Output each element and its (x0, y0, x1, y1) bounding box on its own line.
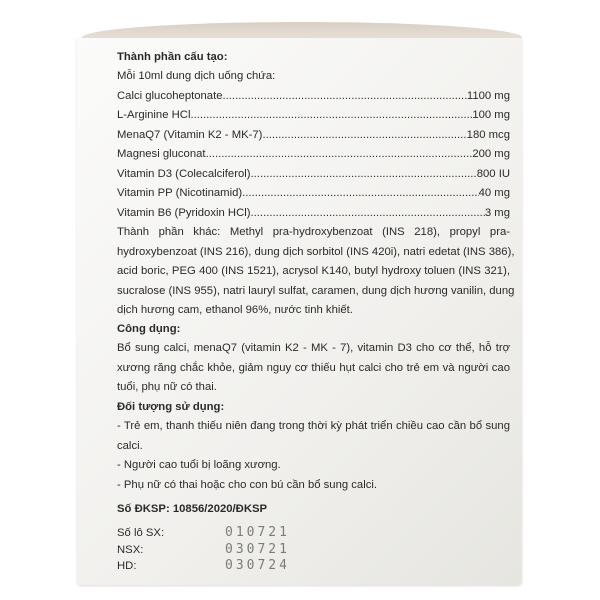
ingredient-amount: 100 mg (472, 109, 510, 121)
ingredient-row (117, 89, 510, 103)
target-line: - Phụ nữ có thai hoặc cho con bú cần bổ sung calci. (117, 479, 378, 491)
ingredient-name: MenaQ7 (Vitamin K2 - MK-7) (117, 129, 263, 141)
other-ingredients-line: dịch hương cam, ethanol 96%, nước tinh khiết. (117, 304, 353, 316)
usage-line: Bổ sung calci, menaQ7 (vitamin K2 - MK - 7), vitamin D3 cho cơ thể, hỗ trợ (117, 342, 510, 354)
other-ingredients-line: acid boric, PEG 400 (INS 1521), acrysol K140, butyl hydroxy toluen (INS 321), (117, 265, 510, 277)
batch-code: 010721 (225, 525, 290, 540)
composition-heading: Thành phần cấu tạo: (117, 51, 228, 63)
ingredient-name: Vitamin D3 (Colecalciferol) (117, 168, 251, 180)
ingredient-row (117, 128, 510, 142)
manufacture-date: 030721 (225, 542, 290, 557)
target-line: - Người cao tuổi bị loãng xương. (117, 459, 281, 471)
target-heading: Đối tượng sử dụng: (117, 401, 225, 413)
ingredient-amount: 3 mg (484, 207, 510, 219)
ingredient-name: Magnesi gluconat (117, 148, 206, 160)
ingredient-amount: 800 IU (476, 168, 510, 180)
ingredient-name: L-Arginine HCl (117, 109, 191, 121)
ingredient-name: Vitamin B6 (Pyridoxin HCl) (117, 207, 251, 219)
manufacture-date-label: NSX: (117, 544, 144, 556)
target-line: - Trẻ em, thanh thiếu niên đang trong thời kỳ phát triển chiều cao cần bổ sung (117, 420, 510, 432)
batch-label: Số lô SX: (117, 527, 165, 539)
usage-line: tuổi, phụ nữ có thai. (117, 381, 217, 393)
ingredient-name: Vitamin PP (Nicotinamid) (117, 187, 243, 199)
registration-number: Số ĐKSP: 10856/2020/ĐKSP (117, 503, 268, 515)
target-line: calci. (117, 440, 143, 452)
usage-heading: Công dụng: (117, 323, 181, 335)
other-ingredients-line: hydroxybenzoat (INS 216), dung dịch sorbitol (INS 420i), natri edetat (INS 386), (117, 246, 515, 258)
ingredient-row (117, 167, 510, 181)
ingredient-row (117, 147, 510, 161)
ingredient-amount: 40 mg (478, 187, 510, 199)
ingredient-amount: 180 mcg (466, 129, 510, 141)
expiry-date: 030724 (225, 558, 290, 573)
composition-intro: Mỗi 10ml dung dịch uống chứa: (117, 70, 276, 82)
ingredient-name: Calci glucoheptonate (117, 90, 223, 102)
other-ingredients-line: Thành phần khác: Methyl pra-hydroxybenzoat (INS 218), propyl pra- (117, 226, 510, 238)
usage-line: xương răng chắc khỏe, giảm nguy cơ thiếu hụt calci cho trẻ em và người cao (117, 362, 510, 374)
ingredient-row (117, 186, 510, 200)
ingredient-amount: 1100 mg (466, 90, 510, 102)
ingredient-row (117, 206, 510, 220)
ingredient-amount: 200 mg (472, 148, 510, 160)
expiry-date-label: HD: (117, 560, 137, 572)
other-ingredients-line: sucralose (INS 955), natri lauryl sulfat, caramen, dung dịch hương vanilin, dung (117, 285, 515, 297)
ingredient-row (117, 108, 510, 122)
